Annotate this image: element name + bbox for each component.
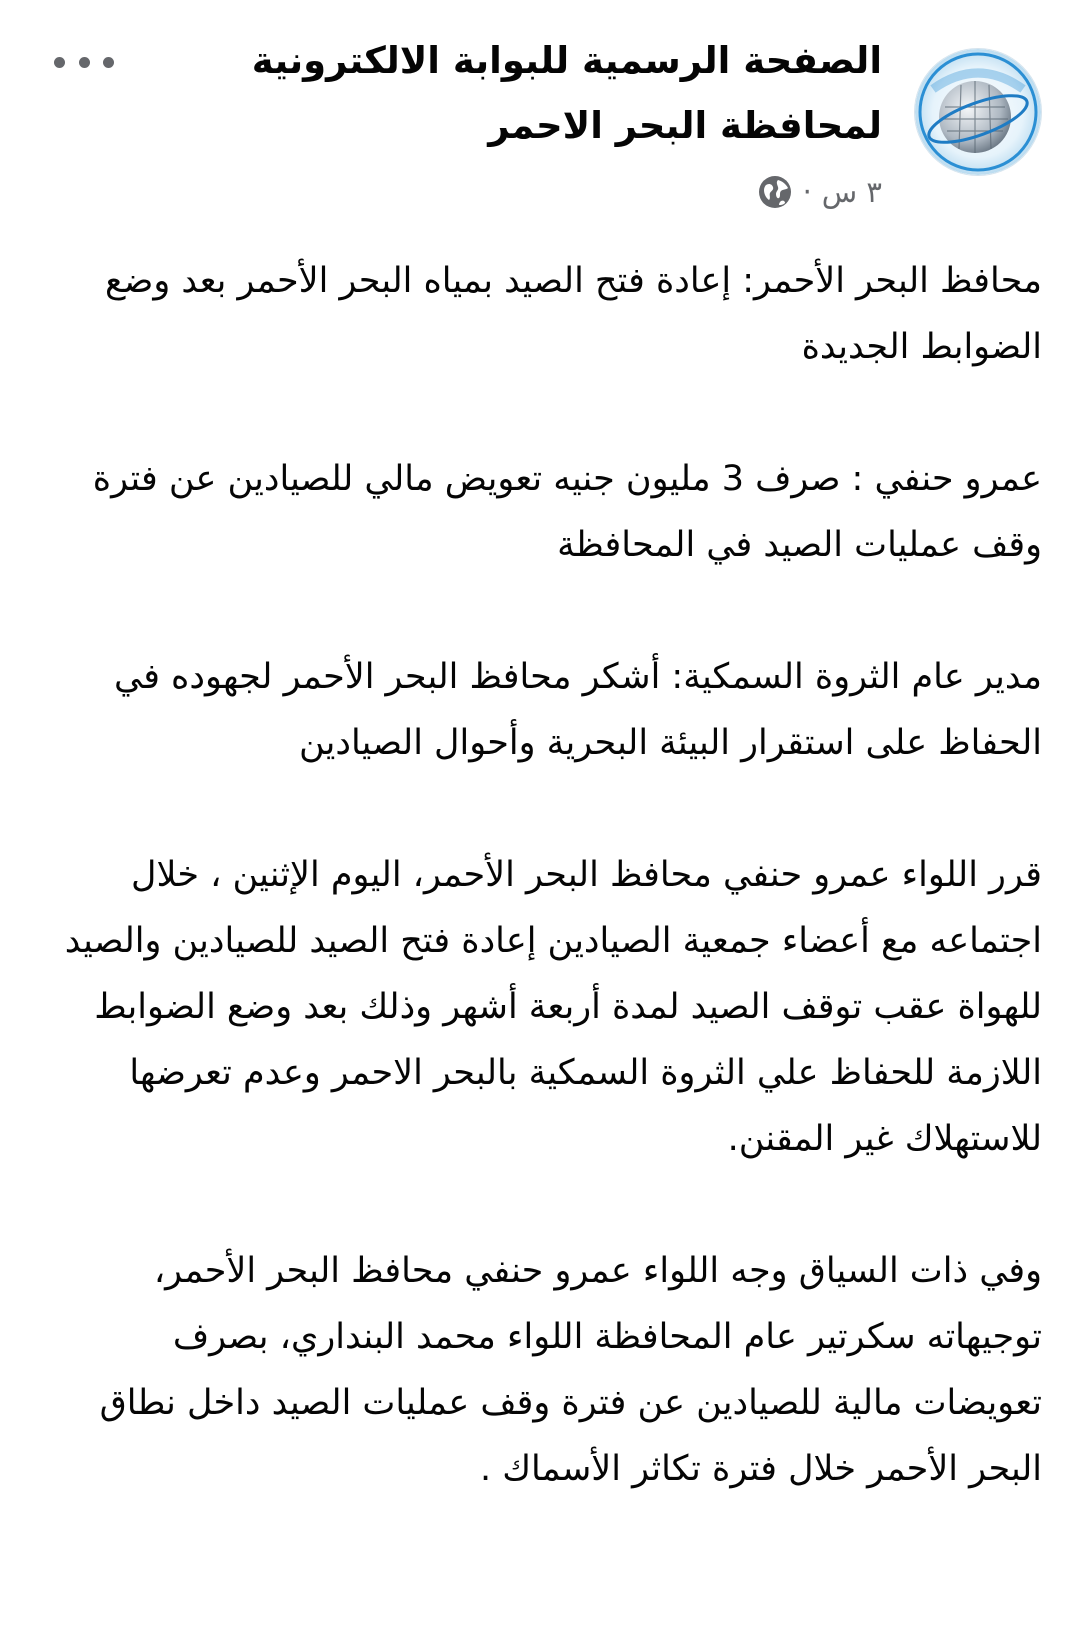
post-header [40, 26, 1042, 216]
more-dot [54, 57, 65, 68]
page-avatar[interactable] [914, 48, 1042, 176]
post-meta [757, 172, 882, 212]
page-name[interactable]: الصفحة الرسمية للبوابة الالكترونية لمحافظة البحر الاحمر [251, 39, 882, 147]
post-paragraph: قرر اللواء عمرو حنفي محافظ البحر الأحمر، اليوم الإثنين ، خلال اجتماعه مع أعضاء جمعية الصيادين إعادة فتح الصيد للصيادين والصيد للهواة عقب توقف الصيد لمدة أربعة أشهر وذلك بعد وضع الضوابط اللازمة للحفاظ علي الثروة السمكية بالبحر الاحمر وعدم تعرضها للاستهلاك غير المقنن. [64, 855, 1042, 1159]
avatar-logo [915, 49, 1041, 175]
post-paragraph: مدير عام الثروة السمكية: أشكر محافظ البحر الأحمر لجهوده في الحفاظ على استقرار البيئة البحرية وأحوال الصيادين [114, 657, 1042, 763]
more-dot [79, 57, 90, 68]
globe-icon[interactable] [757, 174, 793, 210]
post-time[interactable]: ٣ س [821, 175, 882, 209]
more-options-button[interactable] [54, 50, 114, 74]
post-paragraph: عمرو حنفي : صرف 3 مليون جنيه تعويض مالي للصيادين عن فترة وقف عمليات الصيد في المحافظة [92, 459, 1042, 565]
post-body [42, 248, 1042, 1502]
more-dot [103, 57, 114, 68]
post-paragraph: محافظ البحر الأحمر: إعادة فتح الصيد بمياه البحر الأحمر بعد وضع الضوابط الجديدة [105, 261, 1042, 367]
meta-separator: · [802, 175, 812, 209]
post-paragraph: وفي ذات السياق وجه اللواء عمرو حنفي محافظ البحر الأحمر، توجيهاته سكرتير عام المحافظة اللواء محمد البنداري، بصرف تعويضات مالية للصيادين عن فترة وقف عمليات الصيد داخل نطاق البحر الأحمر خلال فترة تكاثر الأسماك . [99, 1251, 1042, 1489]
